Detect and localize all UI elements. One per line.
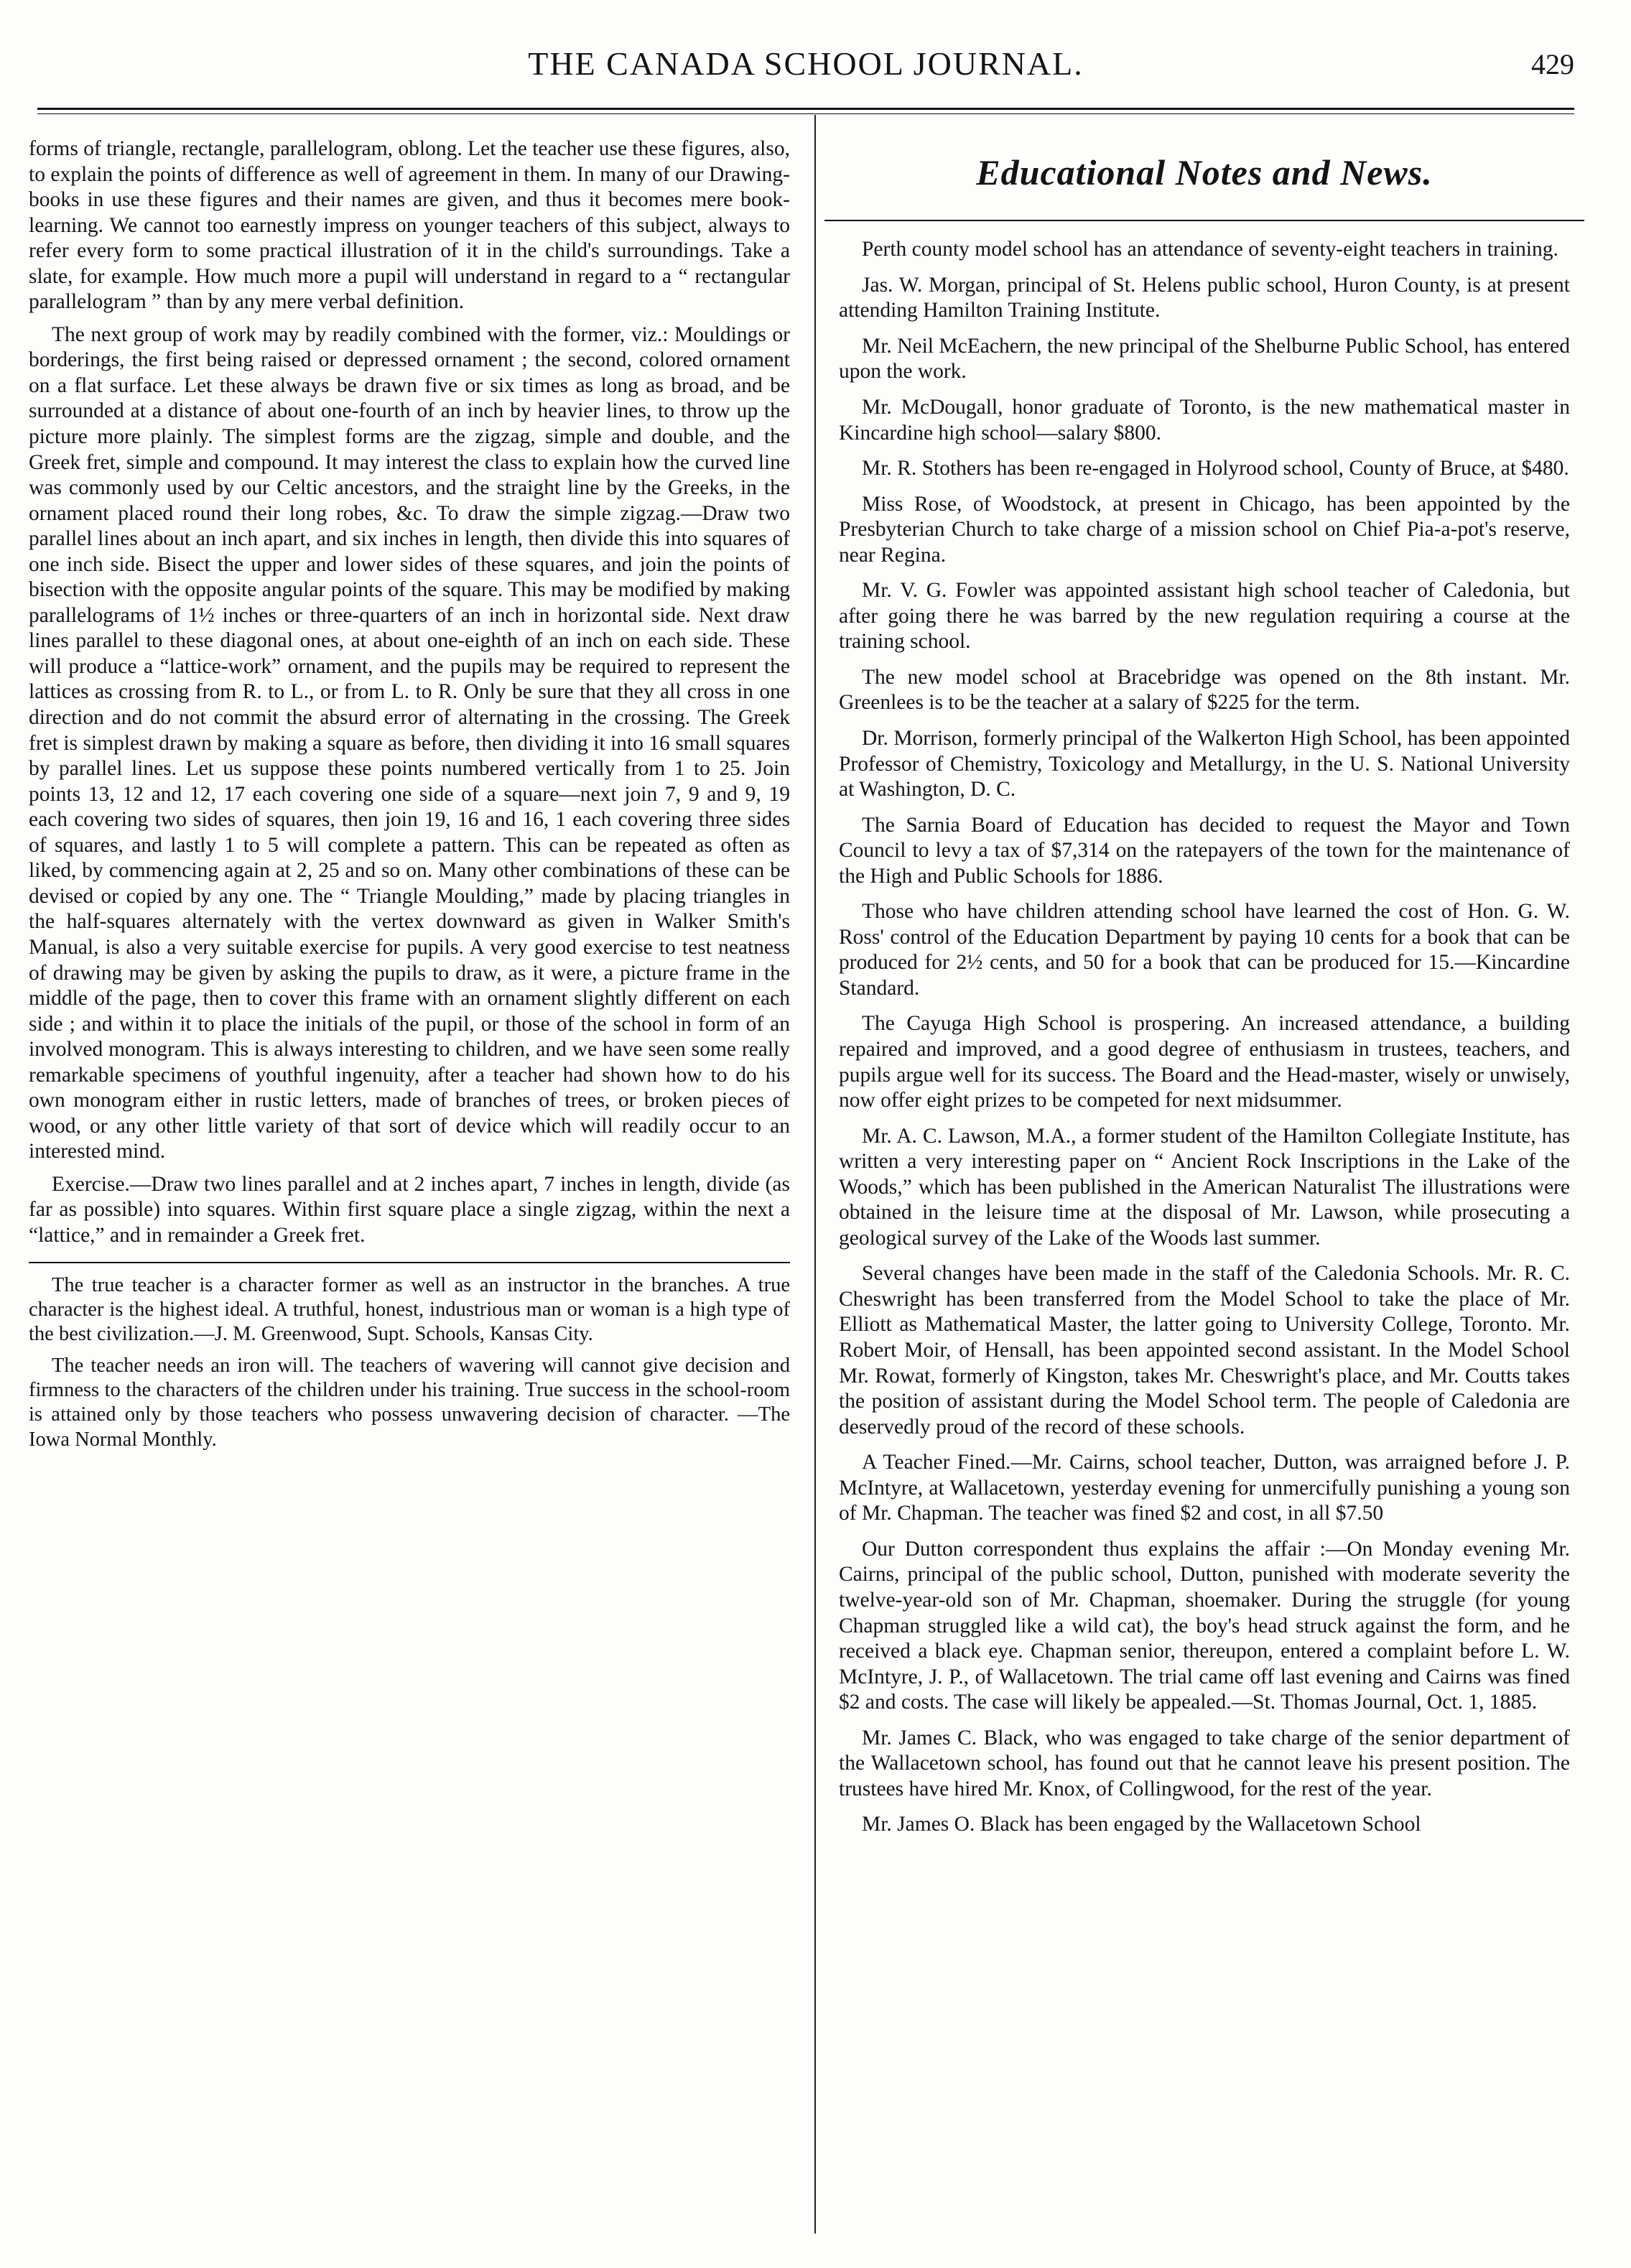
news-item: Those who have children attending school have learned the cost of Hon. G. W. Ross' control of the Education Department by paying 10 cents for a book that can be produced for 2½ cents, and 50 for a book that can be produced for 15.—Kincardine Standard. — [839, 900, 1570, 1000]
news-item: The Cayuga High School is prospering. An increased attendance, a building repaired and improved, and a good degree of enthusiasm in trustees, teachers, and pupils argue well for its success. The Board and the Head-master, wisely or unwisely, now offer eight prizes to be competed for next midsummer. — [839, 1012, 1570, 1112]
news-item: Mr. Neil McEachern, the new principal of the Shelburne Public School, has entered upon the work. — [839, 334, 1570, 384]
article-paragraph: forms of triangle, rectangle, parallelogram, oblong. Let the teacher use these figures, also, to explain the points of difference as well of agreement in them. In many of our Drawing-books in use these figures and their names are given, and thus it becomes mere book-learning. We cannot too earnestly impress on younger teachers of this subject, always to refer every form to some practical illustration of it in the child's surroundings. Take a slate, for example. How much more a pupil will understand in regard to a “ rectangular parallelogram ” than by any mere verbal definition. — [29, 137, 790, 314]
header-rule — [37, 108, 1574, 110]
news-item: Miss Rose, of Woodstock, at present in Chicago, has been appointed by the Presbyterian Church to take charge of a mission school on Chief Pia-a-pot's reserve, near Regina. — [839, 492, 1570, 567]
header-rule-thin — [37, 113, 1574, 114]
article-paragraph: Exercise.—Draw two lines parallel and at 2 inches apart, 7 inches in length, divide (as far as possible) into squares. Within first square place a single zigzag, within the next a “lattice,” and in remainder a Greek fret. — [29, 1172, 790, 1247]
left-column — [29, 136, 790, 1459]
news-item: Mr. R. Stothers has been re-engaged in Holyrood school, County of Bruce, at $480. — [862, 457, 1569, 480]
column-divider — [814, 115, 816, 2234]
news-item: Mr. James O. Black has been engaged by the Wallacetown School — [862, 1813, 1421, 1836]
news-item: Mr. A. C. Lawson, M.A., a former student of the Hamilton Collegiate Institute, has written a very interesting paper on “ Ancient Rock Inscriptions in the Lake of the Woods,” which has been published in the American Naturalist The illustrations were obtained in the leisure time at the disposal of Mr. Lawson, while prosecuting a geological survey of the Lake of the Woods last summer. — [839, 1124, 1570, 1250]
page-number: 429 — [1531, 48, 1574, 80]
news-item: Several changes have been made in the staff of the Caledonia Schools. Mr. R. C. Cheswright has been transferred from the Model School to take the place of Mr. Elliott as Mathematical Master, the latter going to University College, Toronto. Mr. Robert Moir, of Hensall, has been appointed second assistant. In the Model School Mr. Rowat, formerly of Kingston, takes Mr. Cheswright's place, and Mr. Coutts takes the position of assistant during the Model School term. The people of Caledonia are deservedly proud of the record of these schools. — [839, 1262, 1570, 1439]
news-item: Mr. McDougall, honor graduate of Toronto, is the new mathematical master in Kincardine high school—salary $800. — [839, 395, 1570, 445]
quote-paragraph: The true teacher is a character former as well as an instructor in the branches. A true character is the highest ideal. A truthful, honest, industrious man or woman is a high type of the best civilization.—J. M. Greenwood, Supt. Schools, Kansas City. — [29, 1273, 790, 1345]
news-item: The new model school at Bracebridge was opened on the 8th instant. Mr. Greenlees is to be the teacher at a salary of $225 for the term. — [839, 665, 1570, 715]
news-item: Jas. W. Morgan, principal of St. Helens public school, Huron County, is at present attending Hamilton Training Institute. — [839, 273, 1570, 322]
news-item: A Teacher Fined.—Mr. Cairns, school teacher, Dutton, was arraigned before J. P. McIntyre, at Wallacetown, yesterday evening for unmercifully punishing a young son of Mr. Chapman. The teacher was fined $2 and cost, in all $7.50 — [839, 1451, 1570, 1525]
right-column — [839, 136, 1570, 1848]
section-heading: Educational Notes and News. — [976, 152, 1433, 192]
article-paragraph: The next group of work may by readily combined with the former, viz.: Mouldings or borderings, the first being raised or depressed ornament ; the second, colored ornament on a flat surface. Let these always be drawn five or six times as long as broad, and be surrounded at a distance of about one-fourth of an inch by heavier lines, to throw up the picture more plainly. The simplest forms are the zigzag, simple and double, and the Greek fret, simple and compound. It may interest the class to explain how the curved line was commonly used by our Celtic ancestors, and the straight line by the Greeks, in the ornament placed round their long robes, &c. To draw the simple zigzag.—Draw two parallel lines about an inch apart, and six inches in length, then divide this into squares of one inch side. Bisect the upper and lower sides of these squares, and join the points of bisection with the opposite angular points of the square. This may be modified by making parallelograms of 1½ inches or three-quarters of an inch in horizontal side. Next draw lines parallel to these diagonal ones, at about one-eighth of an inch on each side. These will produce a “lattice-work” ornament, and the pupils may be required to represent the lattices as crossing from R. to L., or from L. to R. Only be sure that they all cross in one direction and do not commit the absurd error of alternating in the crossing. The Greek fret is simplest drawn by making a square as before, then dividing it into 16 small squares by parallel lines. Let us suppose these points numbered vertically from 1 to 25. Join points 13, 12 and 12, 17 each covering one side of a square—next join 7, 9 and 9, 19 each covering two sides of squares, then join 19, 16 and 16, 1 each covering three sides of squares, and lastly 1 to 5 will complete a pattern. This can be repeated as often as liked, by commencing again at 2, 25 and so on. Many other combinations of these can be devised or copied by any one. The “ Triangle Moulding,” made by placing triangles in the half-squares alternately with the vertex downward as given in Walker Smith's Manual, is also a very suitable exercise for pupils. A very good exercise to test neatness of drawing may be given by asking the pupils to draw, as it were, a picture frame in the middle of the page, then to cover this frame with an ornament slightly different on each side ; and within it to place the initials of the pupil, or those of the school in form of an involved monogram. This is always interesting to children, and we have seen some really remarkable specimens of youthful ingenuity, after a teacher had shown how to do his own monogram either in rustic letters, made of branches of trees, or broken pieces of wood, or any other little variety of that sort of device which will readily occur to an interested mind. — [29, 322, 790, 1163]
news-item: Our Dutton correspondent thus explains the affair :—On Monday evening Mr. Cairns, principal of the public school, Dutton, punished with moderate severity the twelve-year-old son of Mr. Chapman, shoemaker. During the struggle (for young Chapman struggled like a wild cat), the boy's head struck against the form, and he received a black eye. Chapman senior, thereupon, entered a complaint before L. W. McIntyre, J. P., of Wallacetown. The trial came off last evening and Cairns was fined $2 and costs. The case will likely be appealed.—St. Thomas Journal, Oct. 1, 1885. — [839, 1537, 1570, 1714]
heading-rule — [824, 220, 1584, 221]
news-item: The Sarnia Board of Education has decided to request the Mayor and Town Council to levy a tax of $7,314 on the ratepayers of the town for the maintenance of the High and Public Schools for 1886. — [839, 813, 1570, 888]
section-rule — [29, 1262, 790, 1263]
news-item: Dr. Morrison, formerly principal of the Walkerton High School, has been appointed Professor of Chemistry, Toxicology and Metallurgy, in the U. S. National University at Washington, D. C. — [839, 727, 1570, 801]
news-item: Perth county model school has an attendance of seventy-eight teachers in training. — [862, 238, 1558, 261]
news-item: Mr. James C. Black, who was engaged to take charge of the senior department of the Wallacetown school, has found out that he cannot leave his present position. The trustees have hired Mr. Knox, of Collingwood, for the rest of the year. — [839, 1726, 1570, 1800]
page-header — [37, 45, 1574, 102]
journal-title: THE CANADA SCHOOL JOURNAL. — [528, 45, 1084, 82]
quote-paragraph: The teacher needs an iron will. The teachers of wavering will cannot give decision and firmness to the characters of the children under his training. True success in the school-room is attained only by those teachers who possess unwavering decision of character. —The Iowa Normal Monthly. — [29, 1354, 790, 1451]
news-item: Mr. V. G. Fowler was appointed assistant high school teacher of Caledonia, but after going there he was barred by the new regulation requiring a course at the training school. — [839, 579, 1570, 654]
